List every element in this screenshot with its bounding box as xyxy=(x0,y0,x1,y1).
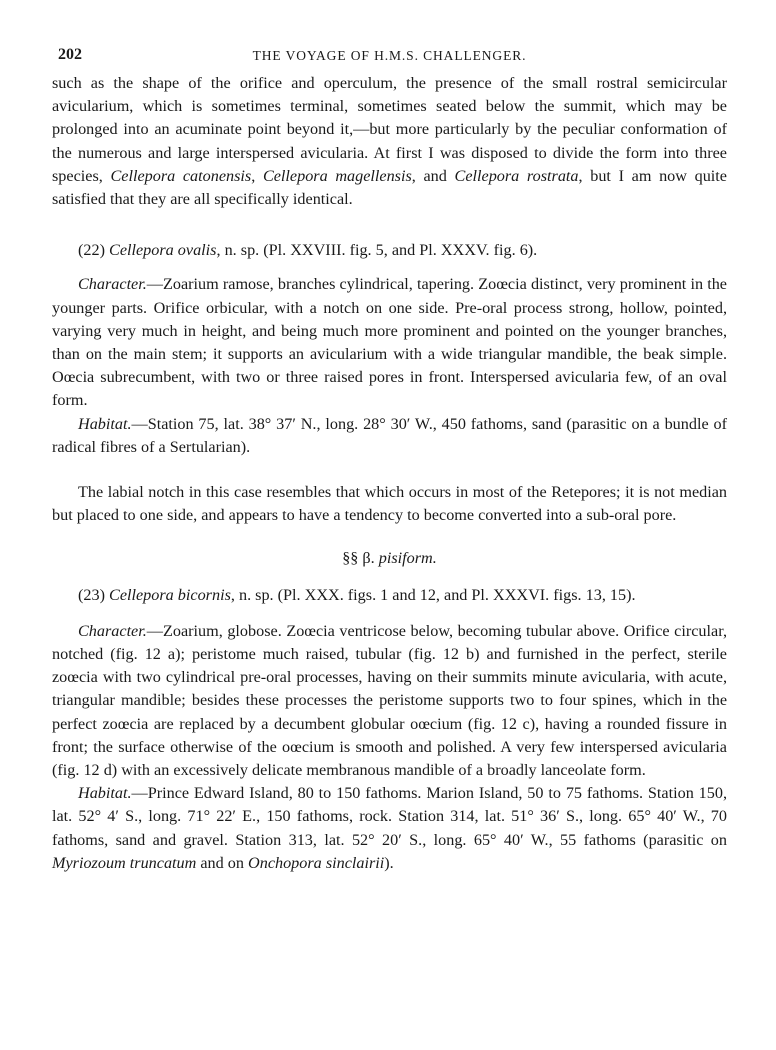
character-label: Character. xyxy=(78,275,147,294)
host-name: Onchopora sinclairii xyxy=(248,853,385,872)
species-name: Cellepora catonensis xyxy=(110,166,252,185)
section-heading: §§ β. pisiform. xyxy=(342,549,437,568)
entry-22-remark: The labial notch in this case resembles that which occurs in most of the Retepores; it is not median but placed to one side, and appears to have a tendency to become converted into a sub-oral pore. xyxy=(52,483,727,525)
entry-23-habitat: Habitat.—Prince Edward Island, 80 to 150 fathoms. Marion Island, 50 to 75 fathoms. Station 150, lat. 52° 4′ S., long. 71° 22′ E., 150 fathoms, rock. Station 314, lat. 51° 36′ S., long. 65° 40′ W., 70 fathoms, sand and gravel. Station 313, lat. 52° 20′ S., long. 65° 40′ W., 55 fathoms (parasitic on Myriozoum truncatum and on Onchopora sinclairii). xyxy=(52,784,727,872)
entry-23-heading: (23) Cellepora bicornis, n. sp. (Pl. XXX. figs. 1 and 12, and Pl. XXXVI. figs. 13, 15). xyxy=(78,585,636,604)
entry-23-character: Character.—Zoarium, globose. Zoœcia ventricose below, becoming tubular above. Orifice circular, notched (fig. 12 a); peristome much raised, tubular (fig. 12 b) and furnished in the perfect, sterile zoœcia with two cylindrical pre-oral processes, having on their summits minute avicularia, with acute, triangular mandible; besides these processes the peristome supports two to four spines, which in the perfect zoœcia are replaced by a decumbent globular oœcium (fig. 12 c), having a rounded fissure in front; the surface otherwise of the oœcium is smooth and polished. A very few interspersed avicularia (fig. 12 d) with an excessively delicate membranous mandible of a broadly lanceolate form. xyxy=(52,621,727,780)
habitat-label: Habitat. xyxy=(78,414,132,433)
character-label: Character. xyxy=(78,621,147,640)
entry-22-character: Character.—Zoarium ramose, branches cylindrical, tapering. Zoœcia distinct, very prominent in the younger parts. Orifice orbicular, with a notch on one side. Pre-oral process strong, hollow, pointed, varying very much in height, and being much more prominent and pointed on the younger branches, than on the main stem; it supports an avicularium with a wide triangular mandible, the beak simple. Oœcia subrecumbent, with two or three raised pores in front. Interspersed avicularia few, of an oval form. xyxy=(52,275,727,410)
continuation-paragraph: such as the shape of the orifice and operculum, the presence of the small rostral semicircular avicularium, which is sometimes terminal, sometimes seated below the summit, which may be prolonged into an acuminate point beyond it,—but more particularly by the peculiar conformation of the numerous and large interspersed avicularia. At first I was disposed to divide the form into three species, Cellepora catonensis, Cellepora magellensis, and Cellepora rostrata, but I am now quite satisfied that they are all specifically identical. xyxy=(52,74,727,209)
species-name: Cellepora magellensis xyxy=(262,166,412,185)
entry-22-heading: (22) Cellepora ovalis, n. sp. (Pl. XXVIII. fig. 5, and Pl. XXXV. fig. 6). xyxy=(78,241,538,260)
host-name: Myriozoum truncatum xyxy=(52,853,197,872)
habitat-label: Habitat. xyxy=(78,784,132,803)
species-name: Cellepora ovalis xyxy=(109,241,217,260)
document-page xyxy=(52,40,727,875)
page-number: 202 xyxy=(58,46,82,63)
page-header xyxy=(52,40,727,62)
running-head: THE VOYAGE OF H.M.S. CHALLENGER. xyxy=(252,48,527,63)
species-name: Cellepora bicornis xyxy=(109,585,231,604)
entry-22-habitat: Habitat.—Station 75, lat. 38° 37′ N., long. 28° 30′ W., 450 fathoms, sand (parasitic on a bundle of radical fibres of a Sertularian). xyxy=(52,414,727,456)
species-name: Cellepora rostrata xyxy=(454,166,579,185)
